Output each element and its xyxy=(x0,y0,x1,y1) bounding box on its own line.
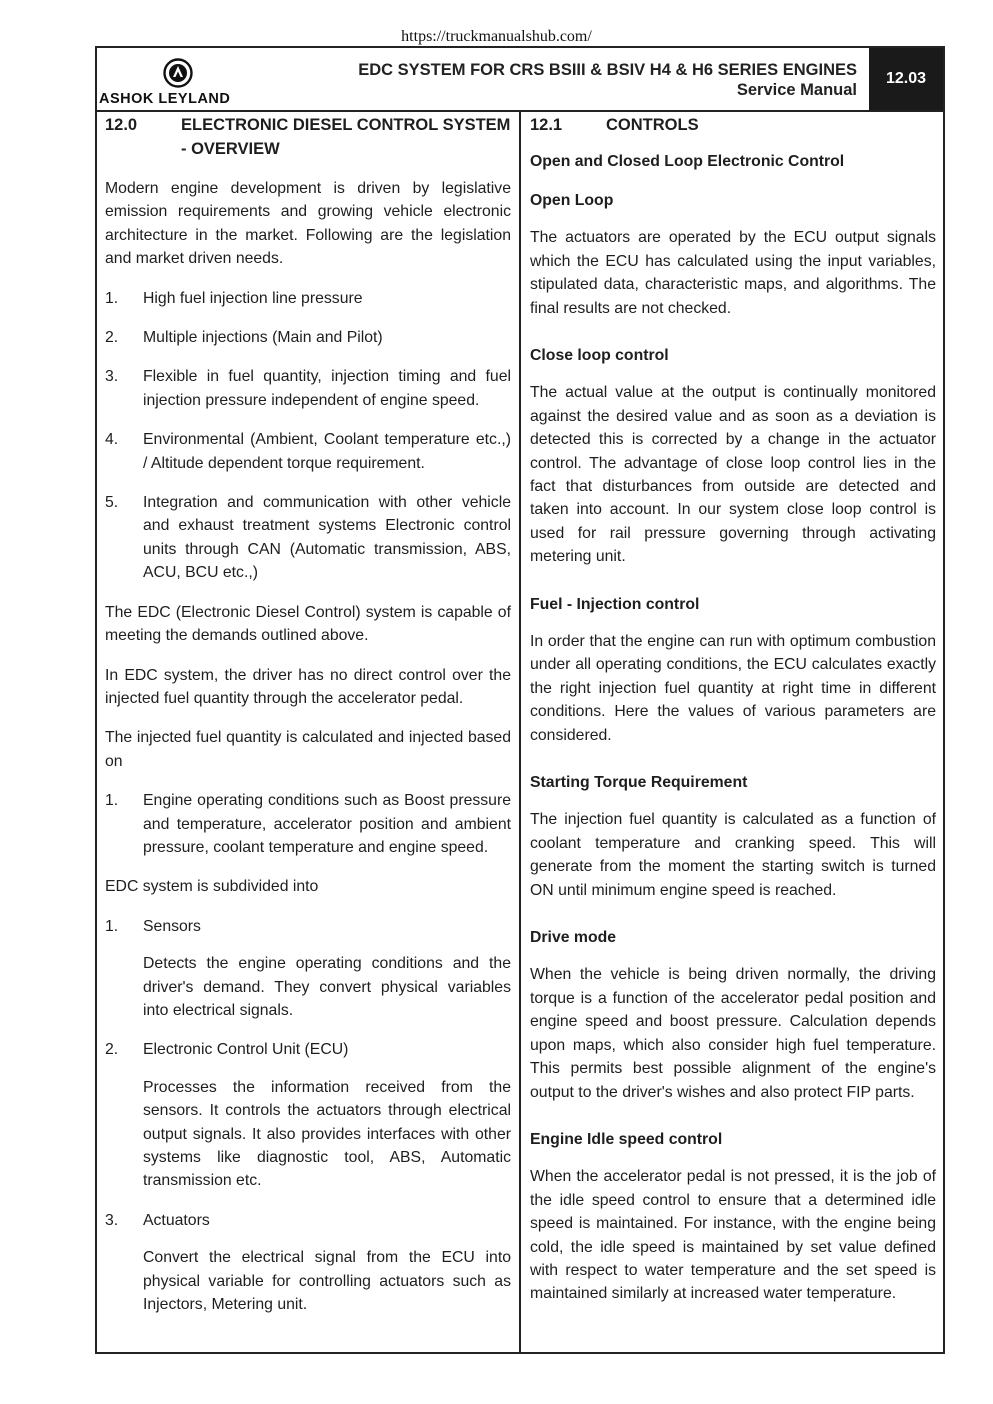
block-paragraph: The actual value at the output is continually monitored against the desired value and as soon as a deviation is detected this is corrected by a change in the actuator control. The advantage of close loop control lies in the fact that disturbances from outside are detected and taken into account. In our system close loop control is used for rail pressure governing through activating metering unit. xyxy=(530,384,936,566)
item-text: Integration and communication with other vehicle and exhaust treatment systems Electronic control units through CAN (Automatic transmission, ABS, ACU, BCU etc.,) xyxy=(143,494,511,582)
item-text: Actuators xyxy=(143,1211,210,1229)
block-heading: Engine Idle speed control xyxy=(530,1130,723,1148)
brand-name: ASHOK LEYLAND xyxy=(99,91,231,107)
block-paragraph: When the vehicle is being driven normally, the driving torque is a function of the accelerator pedal position and engine speed and boost pressure. Calculation depends upon maps, which also consider high fuel temperature. This permits best possible alignment of the engine's output to the driver's wishes and also protect FIP parts. xyxy=(530,966,936,1101)
item-number: 4. xyxy=(105,431,119,449)
item-text: Electronic Control Unit (ECU) xyxy=(143,1041,349,1059)
item-number: 1. xyxy=(105,917,119,935)
subdivided-paragraph: EDC system is subdivided into xyxy=(105,878,319,896)
block-paragraph: In order that the engine can run with optimum combustion under all operating conditions, the ECU calculates exactly the right injection fuel quantity at right time in different conditions. Here the values of various parameters are considered. xyxy=(530,633,936,744)
item-description: Processes the information received from the sensors. It controls the actuators through electrical output signals. It also provides interfaces with other systems like diagnostic tool, ABS, Automatic transmission etc. xyxy=(143,1078,511,1190)
manual-title xyxy=(358,60,857,100)
block-heading: Drive mode xyxy=(530,929,617,947)
right-column xyxy=(530,110,936,1306)
item-description: Convert the electrical signal from the ECU into physical variable for controlling actuators such as Injectors, Metering unit. xyxy=(143,1249,511,1314)
list-item xyxy=(105,428,511,475)
driver-paragraph: In EDC system, the driver has no direct control over the injected fuel quantity through the accelerator pedal. xyxy=(105,666,511,707)
block-paragraph: The actuators are operated by the ECU output signals which the ECU has calculated using the input variables, stipulated data, characteristic maps, and algorithms. The final results are not checked. xyxy=(530,229,936,317)
list-item xyxy=(105,1209,511,1232)
section-title: ELECTRONIC DIESEL CONTROL SYSTEM - OVERVIEW xyxy=(181,116,511,158)
item-number: 3. xyxy=(105,1211,119,1229)
list-item xyxy=(105,326,511,349)
item-number: 3. xyxy=(105,368,119,386)
item-number: 1. xyxy=(105,289,119,307)
based-on-paragraph: The injected fuel quantity is calculated and injected based on xyxy=(105,729,511,770)
item-number: 2. xyxy=(105,329,119,347)
page-number: 12.03 xyxy=(869,48,943,110)
manual-title-line2: Service Manual xyxy=(736,81,857,99)
brand-logo xyxy=(99,56,259,108)
subsection-heading: Open and Closed Loop Electronic Control xyxy=(530,152,845,170)
block-paragraph: The injection fuel quantity is calculated as a function of coolant temperature and cranking speed. This will generate from the moment the starting switch is turned ON until minimum engine speed is reached. xyxy=(530,811,936,899)
block-heading: Fuel - Injection control xyxy=(530,595,700,613)
item-text: Multiple injections (Main and Pilot) xyxy=(143,329,383,347)
item-text: High fuel injection line pressure xyxy=(143,289,363,307)
manual-title-line1: EDC SYSTEM FOR CRS BSIII & BSIV H4 & H6 SERIES ENGINES xyxy=(358,61,857,79)
intro-paragraph: Modern engine development is driven by legislative emission requirements and growing vehicle electronic architecture in the market. Following are the legislation and market driven needs. xyxy=(105,180,511,268)
block-heading: Close loop control xyxy=(530,346,669,364)
item-text: Flexible in fuel quantity, injection timing and fuel injection pressure independent of engine speed. xyxy=(143,368,511,409)
item-text: Engine operating conditions such as Boost pressure and temperature, accelerator position and ambient pressure, coolant temperature and engine speed. xyxy=(143,792,511,856)
page-header xyxy=(97,48,943,112)
block-heading: Starting Torque Requirement xyxy=(530,774,748,792)
item-number: 5. xyxy=(105,494,119,512)
left-column xyxy=(105,110,511,1316)
list-item xyxy=(105,915,511,938)
ashok-leyland-emblem-icon xyxy=(163,58,193,88)
list-item xyxy=(105,789,511,859)
section-heading-12-1 xyxy=(530,114,936,138)
list-item xyxy=(105,1038,511,1061)
item-number: 1. xyxy=(105,792,119,810)
block-paragraph: When the accelerator pedal is not pressed, it is the job of the idle speed control to ensure that a determined idle speed is maintained. For instance, with the engine being cold, the idle speed is maintained by set value defined with respect to water temperature and the set speed is maintained similarly at increased water temperature. xyxy=(530,1168,936,1303)
item-description: Detects the engine operating conditions and the driver's demand. They convert physical variables into electrical signals. xyxy=(143,955,511,1019)
column-divider xyxy=(519,110,521,1354)
section-number: 12.0 xyxy=(105,116,138,134)
capable-paragraph: The EDC (Electronic Diesel Control) system is capable of meeting the demands outlined above. xyxy=(105,603,511,645)
source-url[interactable]: https://truckmanualshub.com/ xyxy=(401,28,592,45)
item-text: Sensors xyxy=(143,917,201,935)
item-number: 2. xyxy=(105,1041,119,1059)
section-title: CONTROLS xyxy=(606,116,699,134)
section-heading-12-0 xyxy=(105,114,511,161)
list-item xyxy=(105,491,511,585)
page-frame xyxy=(95,46,945,1354)
list-item xyxy=(105,365,511,412)
list-item xyxy=(105,287,511,310)
item-text: Environmental (Ambient, Coolant temperature etc.,) / Altitude dependent torque requirement. xyxy=(143,431,511,472)
block-heading: Open Loop xyxy=(530,191,614,209)
section-number: 12.1 xyxy=(530,116,563,134)
